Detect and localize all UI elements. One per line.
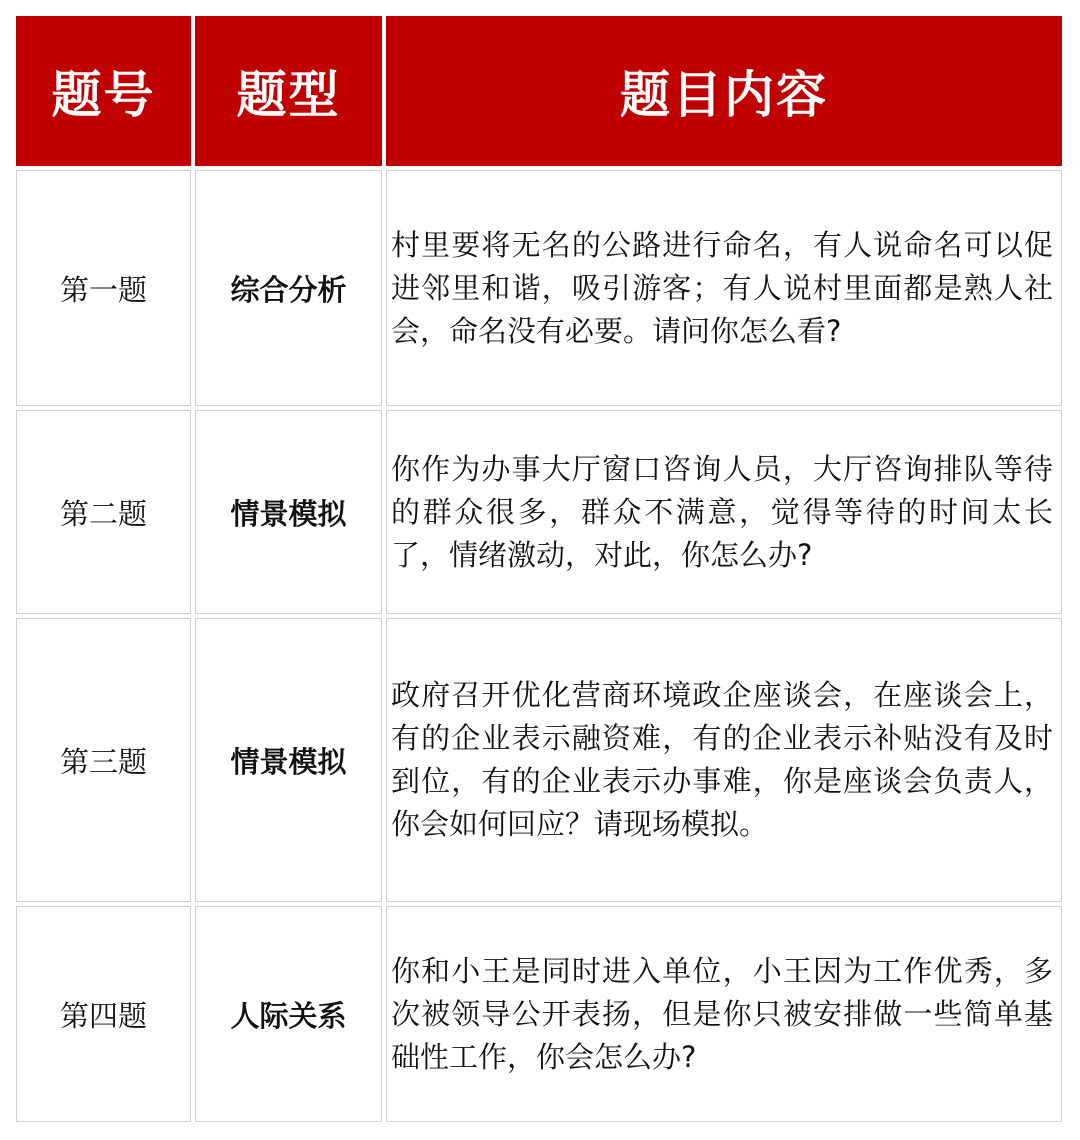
question-type: 综合分析 [195, 170, 382, 406]
question-type: 情景模拟 [195, 410, 382, 614]
question-number: 第一题 [16, 170, 191, 406]
question-content: 政府召开优化营商环境政企座谈会，在座谈会上，有的企业表示融资难，有的企业表示补贴没有及时到位，有的企业表示办事难，你是座谈会负责人，你会如何回应？请现场模拟。 [386, 618, 1062, 902]
header-type: 题型 [195, 16, 382, 166]
header-row [16, 16, 1062, 166]
table-row [16, 906, 1062, 1122]
question-content: 你作为办事大厅窗口咨询人员，大厅咨询排队等待的群众很多，群众不满意，觉得等待的时间太长了，情绪激动，对此，你怎么办? [386, 410, 1062, 614]
question-number: 第四题 [16, 906, 191, 1122]
table-row [16, 170, 1062, 406]
question-type: 情景模拟 [195, 618, 382, 902]
header-number: 题号 [16, 16, 191, 166]
question-number: 第三题 [16, 618, 191, 902]
question-table [12, 12, 1066, 1126]
question-type: 人际关系 [195, 906, 382, 1122]
question-number: 第二题 [16, 410, 191, 614]
question-content: 村里要将无名的公路进行命名，有人说命名可以促进邻里和谐，吸引游客；有人说村里面都是熟人社会，命名没有必要。请问你怎么看? [386, 170, 1062, 406]
question-content: 你和小王是同时进入单位，小王因为工作优秀，多次被领导公开表扬，但是你只被安排做一些简单基础性工作，你会怎么办? [386, 906, 1062, 1122]
header-content: 题目内容 [386, 16, 1062, 166]
table-row [16, 410, 1062, 614]
table-row [16, 618, 1062, 902]
